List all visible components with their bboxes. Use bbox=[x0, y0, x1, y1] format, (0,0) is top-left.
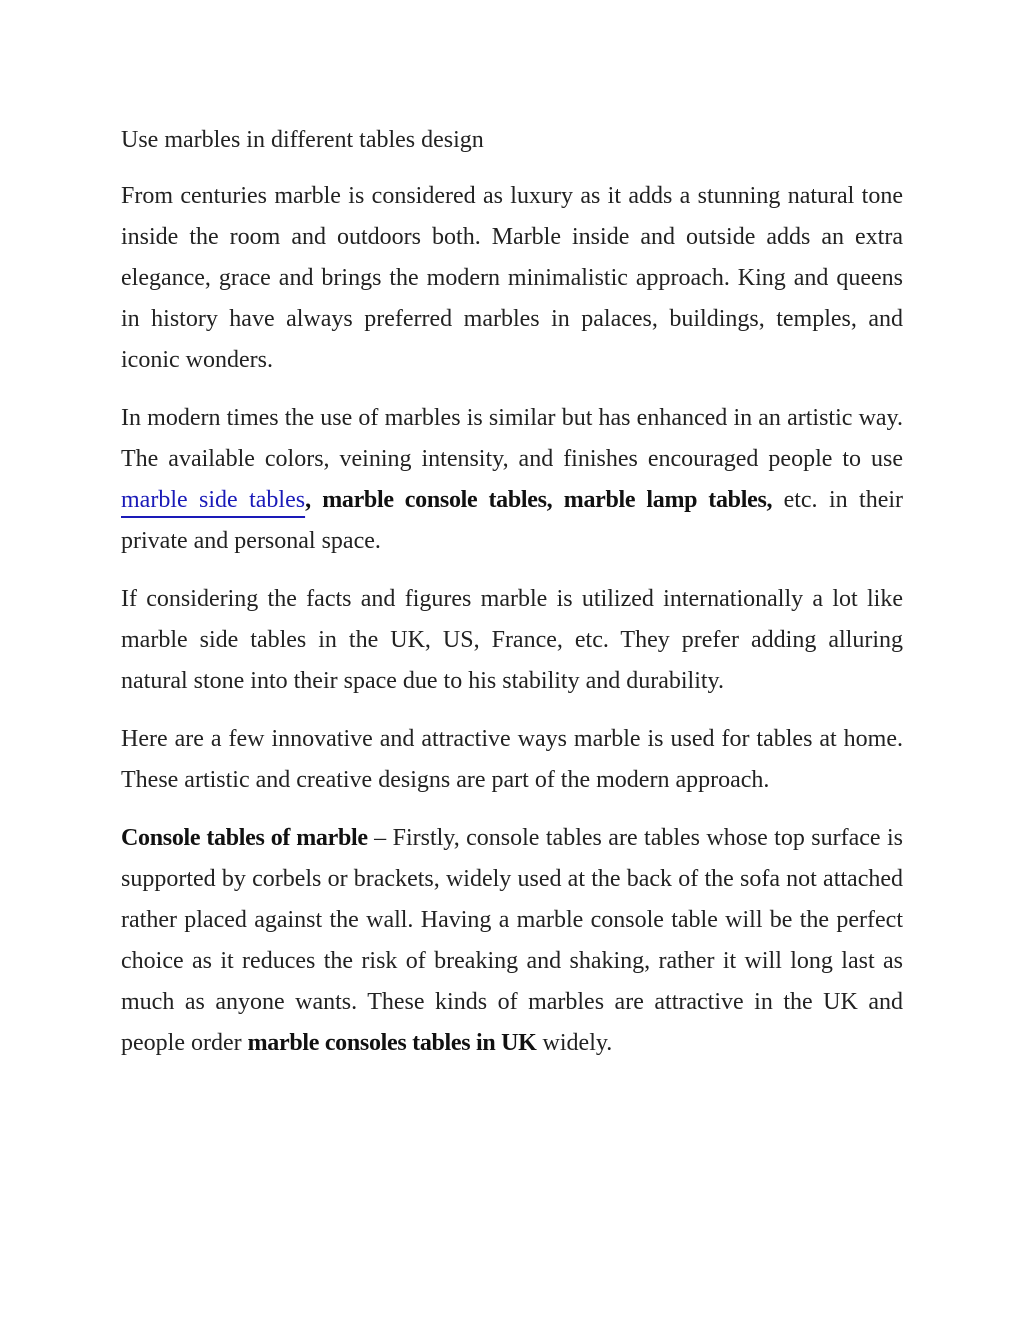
paragraph-text: Firstly, console tables are tables whose top surface is supported by corbels or brackets, widely used at the back of the sofa not attached rather placed against the wall. Having a marble console table will be the perfect choice as it reduces the risk of breaking and shaking, rather it will long last as much as anyone wants. These kinds of marbles are attractive in the UK and people order bbox=[121, 825, 903, 1056]
comma-text: , bbox=[305, 487, 311, 513]
paragraph-console-tables bbox=[121, 818, 903, 1064]
marble-side-tables-link[interactable]: marble side tables bbox=[121, 487, 306, 513]
dash-text: – bbox=[367, 825, 393, 851]
document-body bbox=[121, 120, 903, 1081]
marble-lamp-tables-text: marble lamp tables, bbox=[563, 487, 773, 513]
marble-console-tables-text: marble console tables, bbox=[322, 487, 553, 513]
paragraph-innovative-ways: Here are a few innovative and attractive ways marble is used for tables at home. These artistic and creative designs are part of the modern approach. bbox=[121, 726, 903, 793]
paragraph-text: etc. in their private and personal space. bbox=[121, 487, 904, 554]
paragraph-text: In modern times the use of marbles is similar but has enhanced in an artistic way. The available colors, veining intensity, and finishes encouraged people to use bbox=[121, 405, 903, 472]
paragraph-intro: From centuries marble is considered as luxury as it adds a stunning natural tone inside the room and outdoors both. Marble inside and outside adds an extra elegance, grace and brings the modern minimalistic approach. King and queens in history have always preferred marbles in palaces, buildings, temples, and iconic wonders. bbox=[121, 183, 903, 373]
marble-consoles-tables-uk-text: marble consoles tables in UK bbox=[247, 1030, 537, 1056]
paragraph-text: widely. bbox=[536, 1030, 613, 1056]
paragraph-modern-times bbox=[121, 398, 903, 562]
space-text bbox=[311, 487, 322, 513]
console-tables-heading: Console tables of marble bbox=[121, 825, 368, 851]
document-title: Use marbles in different tables design bbox=[121, 127, 484, 153]
paragraph-facts: If considering the facts and figures marble is utilized internationally a lot like marble side tables in the UK, US, France, etc. They prefer adding alluring natural stone into their space due to his stability and durability. bbox=[121, 586, 903, 694]
space-text bbox=[552, 487, 563, 513]
